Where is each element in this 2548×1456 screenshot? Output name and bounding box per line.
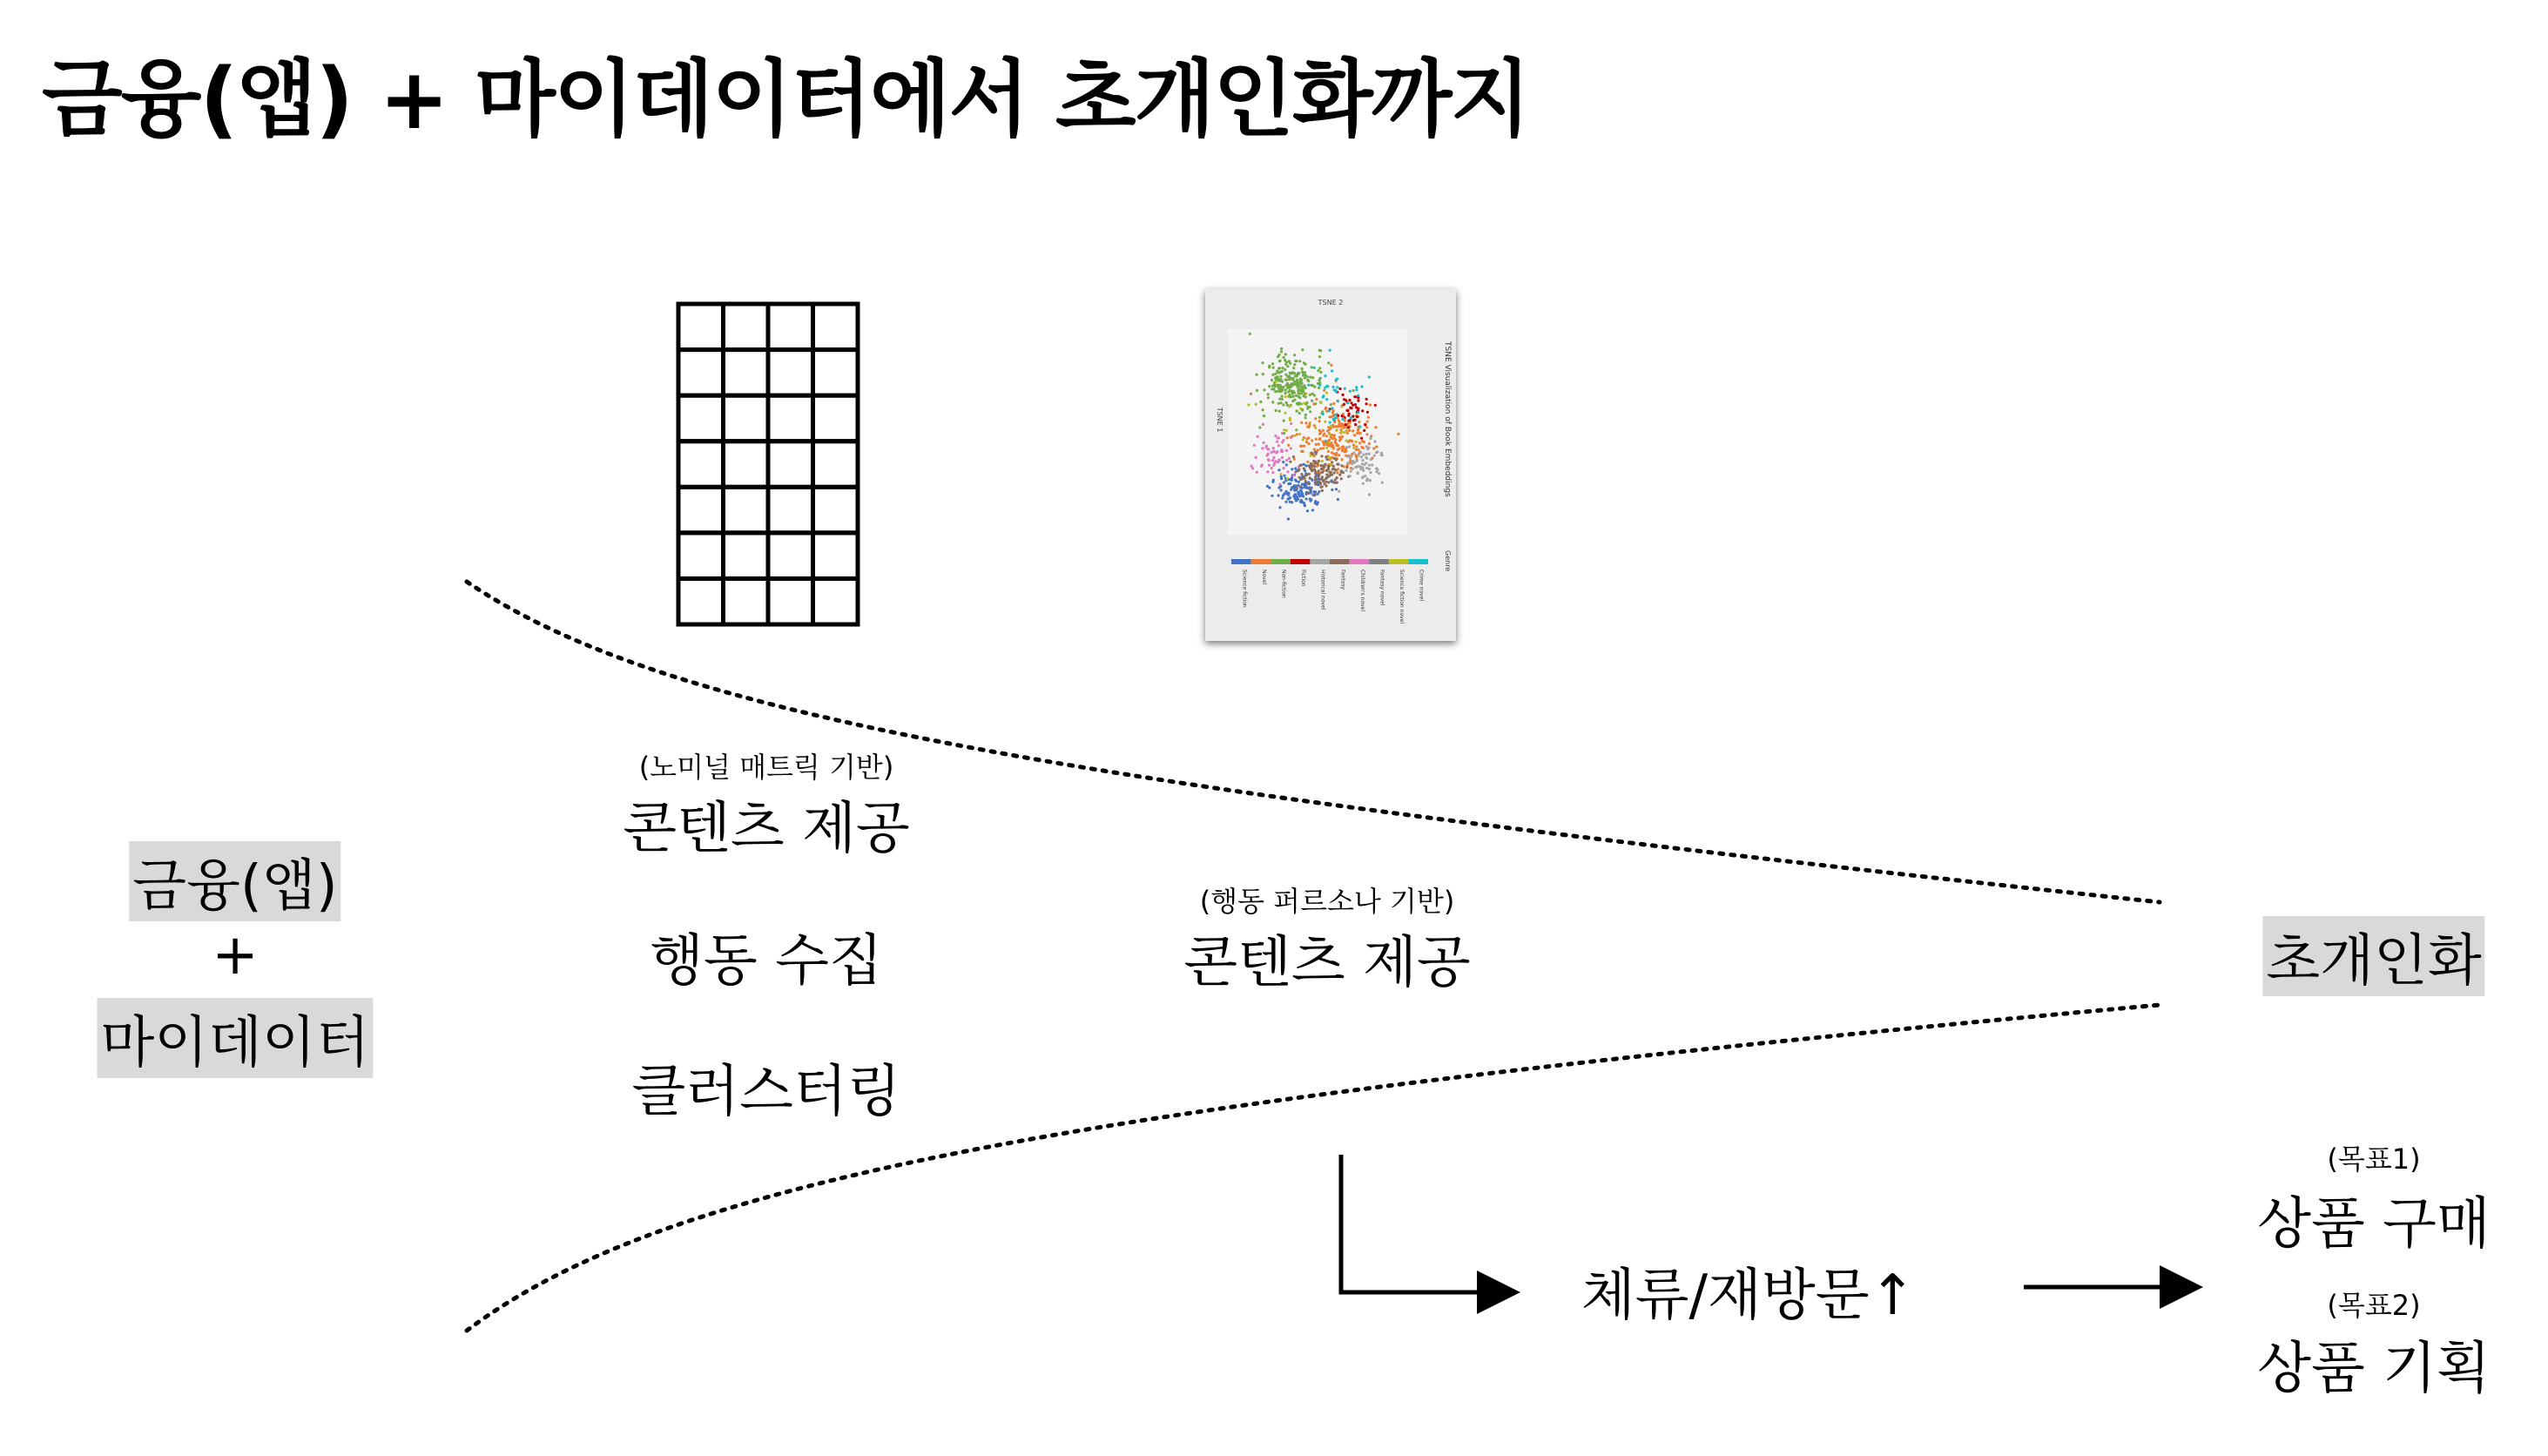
stage1-note: (노미널 매트릭 기반): [638, 751, 894, 784]
tsne-legend-title: Genre: [1444, 550, 1452, 572]
legend-genre-label: Fiction: [1300, 570, 1307, 587]
tsne-axis-y-label: TSNE 2: [1318, 299, 1344, 307]
source-finance-app: 금융(앱): [129, 841, 340, 921]
legend-genre-label: Novel: [1260, 570, 1267, 585]
stage1-content: 콘텐츠 제공: [623, 797, 910, 861]
funnel-upper-dotted-curve: [467, 582, 2160, 902]
legend-genre-label: Science fiction novel: [1399, 570, 1405, 624]
stage1-cluster: 클러스터링: [631, 1060, 901, 1124]
funnel-lower-dotted-curve: [467, 1005, 2160, 1331]
source-plus: +: [212, 923, 259, 988]
goal-hyper-personalization: 초개인화: [2262, 916, 2484, 996]
target2-note: (목표2): [2327, 1289, 2421, 1322]
tsne-title: TSNE Visualization of Book Embeddings: [1443, 341, 1452, 497]
target2-label: 상품 기획: [2257, 1337, 2491, 1401]
tsne-axis-x-label: TSNE 1: [1216, 407, 1223, 433]
retention-label: 체류/재방문↑: [1581, 1264, 1917, 1328]
legend-genre-label: Fantasy: [1339, 570, 1346, 590]
stage2-content: 콘텐츠 제공: [1183, 931, 1471, 995]
stage2-note: (행동 퍼르소나 기반): [1199, 885, 1455, 918]
target1-label: 상품 구매: [2257, 1192, 2491, 1257]
stage1-collect: 행동 수집: [650, 929, 883, 994]
target1-note: (목표1): [2327, 1143, 2421, 1176]
legend-genre-label: Fantasy novel: [1378, 570, 1385, 606]
page-title: 금융(앱) + 마이데이터에서 초개인화까지: [42, 51, 1530, 148]
source-mydata: 마이데이터: [97, 998, 373, 1078]
legend-genre-label: Children's novel: [1358, 570, 1365, 612]
legend-genre-label: Historical novel: [1319, 570, 1326, 610]
legend-genre-label: Crime novel: [1418, 570, 1425, 602]
legend-genre-label: Non-fiction: [1280, 570, 1287, 598]
legend-genre-label: Science fiction: [1241, 570, 1248, 608]
elbow-arrow-to-retention: [1341, 1155, 1512, 1292]
